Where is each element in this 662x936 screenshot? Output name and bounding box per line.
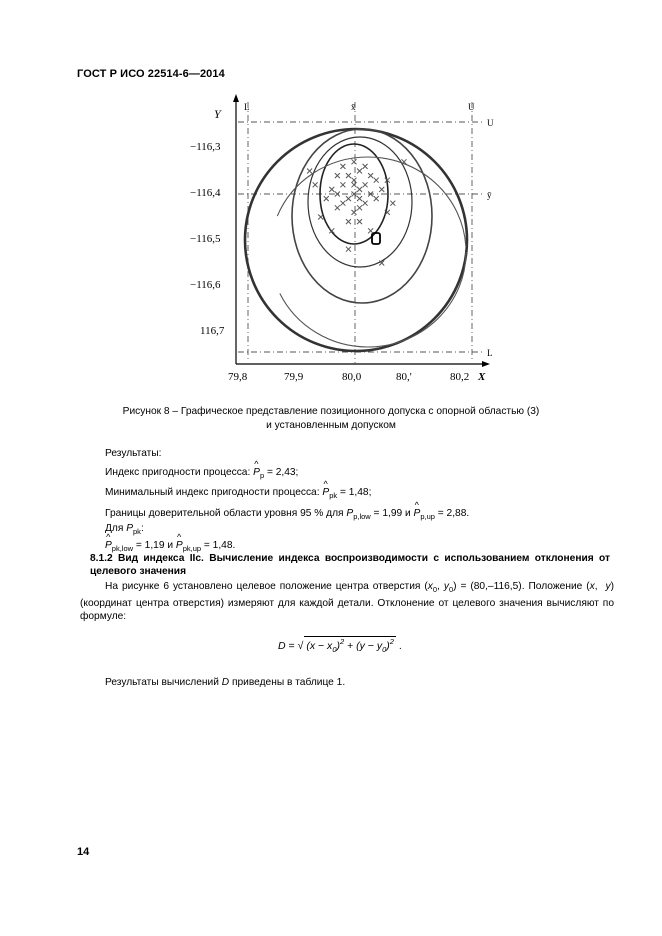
scatter-point xyxy=(346,219,351,224)
pp-symbol: ^ P xyxy=(253,466,260,479)
figure-caption xyxy=(80,405,582,432)
y0-symbol: y xyxy=(443,581,449,592)
scatter-point xyxy=(357,196,362,201)
scatter-point xyxy=(340,182,345,187)
for-colon: : xyxy=(140,523,144,534)
scatter-point xyxy=(329,187,334,192)
pk-up-symbol: ^ P xyxy=(176,539,183,552)
x-tick-label: 79,9 xyxy=(284,371,304,383)
ci-low-value: = 1,99 и xyxy=(373,508,411,519)
for-p: P xyxy=(126,523,134,534)
pp-value: = 2,43; xyxy=(266,467,299,478)
ppk-line xyxy=(105,486,371,502)
scatter-point xyxy=(363,201,368,206)
lower-limit-side-label: L xyxy=(487,348,493,358)
ci-low-sub: p,low xyxy=(353,512,371,521)
term2-sub: 0 xyxy=(382,645,387,654)
radicand xyxy=(304,636,396,654)
upper-limit-label: U xyxy=(468,102,475,112)
scatter-point xyxy=(357,169,362,174)
y-tick-label: −116,6 xyxy=(190,279,221,291)
scatter-point xyxy=(335,192,340,197)
ppk-symbol: ^ P xyxy=(322,486,329,499)
tolerance-figure xyxy=(190,92,500,384)
section-body xyxy=(80,580,614,624)
body-part-1: На рисунке 6 установлено целевое положение центра отверстия ( xyxy=(105,581,428,592)
scatter-point xyxy=(335,205,340,210)
ppk-value: = 1,48; xyxy=(339,487,372,498)
large-arc-ellipse xyxy=(270,157,466,347)
term2-close: ) xyxy=(386,640,390,652)
scatter-point xyxy=(390,201,395,206)
scatter-point xyxy=(368,173,373,178)
pk-up-sub: pk,up xyxy=(182,544,202,553)
x0-sub: 0 xyxy=(432,585,438,594)
pk-low-symbol: ^ P xyxy=(105,539,112,552)
term2-sq: 2 xyxy=(389,637,394,646)
x-axis-label: X xyxy=(478,371,486,383)
scatter-point xyxy=(374,178,379,183)
body-part-2: ) = (80,–116,5). Положение ( xyxy=(453,581,590,592)
x-symbol: x xyxy=(589,581,595,592)
scatter-point xyxy=(379,187,384,192)
y-symbol: y xyxy=(605,581,611,592)
formula-equals: = xyxy=(288,640,295,652)
plus: + xyxy=(347,640,354,652)
comma: , xyxy=(437,581,440,592)
scatter-point xyxy=(352,210,357,215)
y-tick-label: −116,5 xyxy=(190,233,221,245)
x-tick-label: 79,8 xyxy=(228,371,248,383)
result-text-after: приведены в таблице 1. xyxy=(231,677,346,688)
scatter-point xyxy=(340,201,345,206)
results-title: Результаты: xyxy=(105,448,162,459)
scatter-point xyxy=(368,228,373,233)
scatter-point xyxy=(340,164,345,169)
result-symbol: D xyxy=(221,677,230,688)
scatter-point xyxy=(335,173,340,178)
term1: (x − x xyxy=(306,640,333,652)
scatter-point xyxy=(346,196,351,201)
x-tick-label: 80,' xyxy=(396,371,412,383)
tolerance-circle xyxy=(245,129,467,351)
pp-label: Индекс пригодности процесса: xyxy=(105,467,251,478)
scatter-point xyxy=(357,187,362,192)
pk-up-value: = 1,48. xyxy=(203,540,236,551)
ci-up-sub: p,up xyxy=(420,512,435,521)
scatter-point xyxy=(363,164,368,169)
lower-limit-label: L xyxy=(244,102,250,112)
upper-limit-side-label: U xyxy=(487,118,494,128)
scatter-point xyxy=(352,159,357,164)
body-part-3: ) (координат центра отверстия) измеряют для каждой детали. Отклонение от целевого значения вычисляют по формуле: xyxy=(80,581,614,622)
mean-x-label: x̄ xyxy=(351,102,356,112)
scatter-point xyxy=(352,182,357,187)
y-axis-label: Y xyxy=(214,107,221,121)
scatter-point xyxy=(357,219,362,224)
scatter-point xyxy=(313,182,318,187)
results-reference xyxy=(105,677,345,688)
scatter-point xyxy=(357,205,362,210)
term1-close: ) xyxy=(336,640,340,652)
caption-line-2: и установленным допуском xyxy=(266,419,396,431)
y-tick-label: −116,3 xyxy=(190,141,221,153)
pk-low-sub: pk,low xyxy=(111,544,134,553)
deviation-formula xyxy=(278,636,402,654)
x-axis-arrow xyxy=(482,361,490,367)
ci-text: Границы доверительной области уровня 95 % для xyxy=(105,508,344,519)
formula-end: . xyxy=(398,640,402,652)
pp-line xyxy=(105,466,298,482)
scatter-point xyxy=(352,178,357,183)
scatter-point xyxy=(374,196,379,201)
pk-low-value: = 1,19 и xyxy=(135,540,174,551)
section-heading: 8.1.2 Вид индекса IIc. Вычисление индекса воспроизводимости с использованием отклонения от целевого значения xyxy=(90,553,610,577)
for-text: Для xyxy=(105,523,124,534)
scatter-point xyxy=(324,196,329,201)
term1-sq: 2 xyxy=(339,637,345,646)
radical-sign: √ xyxy=(297,640,304,652)
scatter-point xyxy=(307,169,312,174)
document-header: ГОСТ Р ИСО 22514-6—2014 xyxy=(77,68,225,80)
ci-p: P xyxy=(346,508,354,519)
ppk-sub: pk xyxy=(329,491,338,500)
caption-line-1: Рисунок 8 – Графическое представление позиционного допуска с опорной областью (3) xyxy=(122,406,540,417)
page-number: 14 xyxy=(77,846,90,858)
for-ppk-line xyxy=(105,522,144,538)
ppk-label: Минимальный индекс пригодности процесса: xyxy=(105,487,320,498)
term2: (y − y xyxy=(356,640,383,652)
pp-sub: p xyxy=(259,471,265,480)
y-tick-label: 116,7 xyxy=(200,325,225,337)
term1-sub: 0 xyxy=(332,645,337,654)
x-tick-label: 80,0 xyxy=(342,371,362,383)
formula-lhs: D xyxy=(278,640,286,652)
x0-symbol: x xyxy=(427,581,433,592)
y-axis-arrow xyxy=(233,94,239,102)
scatter-point xyxy=(346,173,351,178)
ci-up-value: = 2,88. xyxy=(437,508,470,519)
ci-up-symbol: ^ P xyxy=(414,507,421,520)
comma-2: , xyxy=(594,581,598,592)
y-tick-label: −116,4 xyxy=(190,187,221,199)
scatter-point xyxy=(363,182,368,187)
scatter-point xyxy=(346,247,351,252)
mean-y-label: ȳ xyxy=(487,190,492,200)
middle-ellipse xyxy=(308,137,412,267)
confidence-line xyxy=(105,507,469,523)
x-tick-label: 80,2 xyxy=(450,371,470,383)
result-text-before: Результаты вычислений xyxy=(105,677,219,688)
scatter-point xyxy=(318,215,323,220)
for-sub: pk xyxy=(133,527,141,536)
y0-sub: 0 xyxy=(448,585,454,594)
